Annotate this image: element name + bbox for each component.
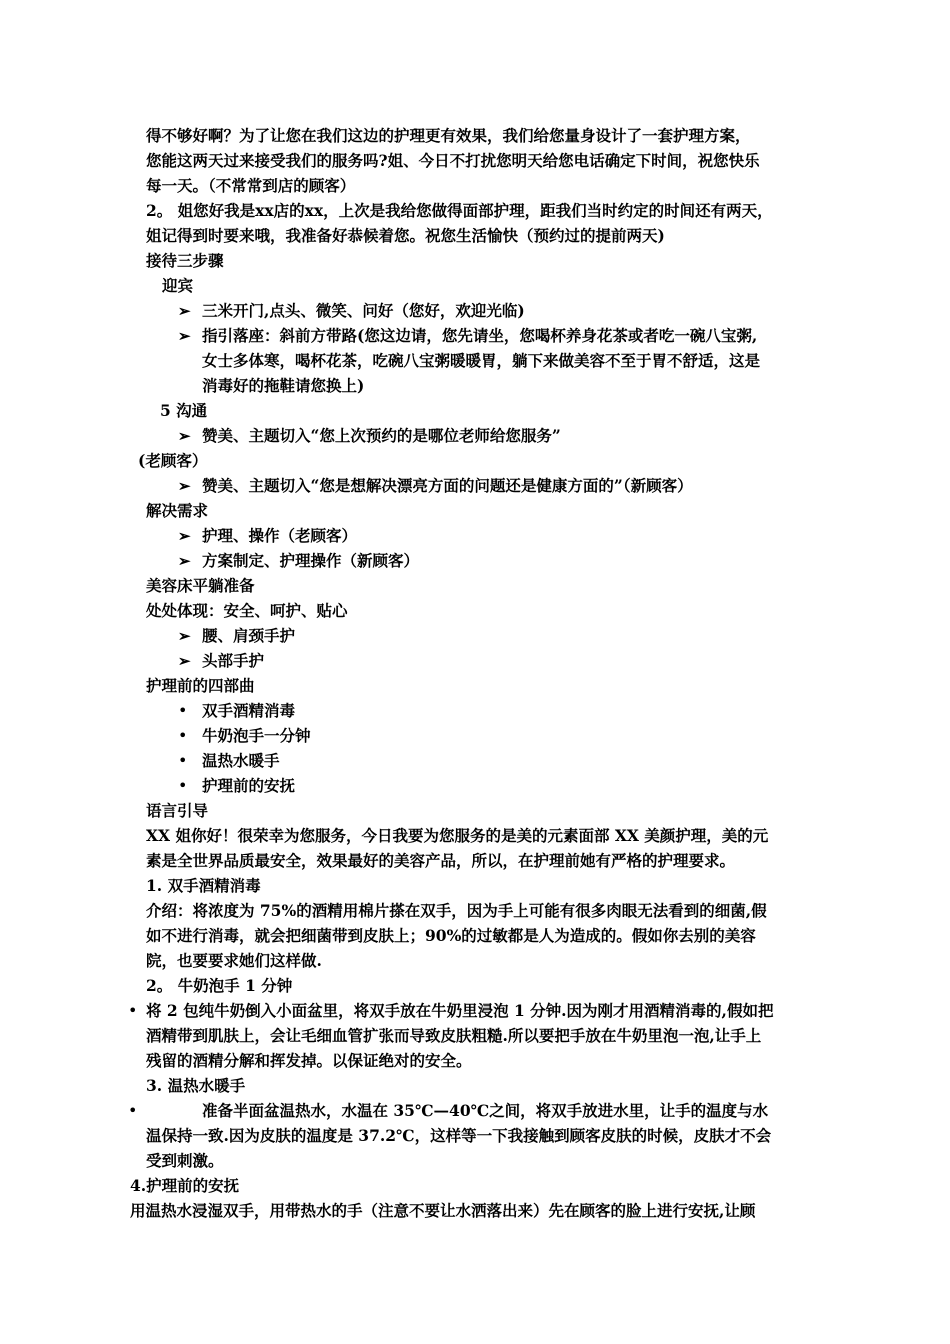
dot-bullet-icon: • [178, 751, 188, 770]
heading-language: 语言引导 [146, 801, 209, 820]
paragraph-line: 残留的酒精分解和挥发掉。以保证绝对的安全。 [146, 1051, 472, 1070]
paragraph-line: 院，也要要求她们这样做. [146, 951, 322, 970]
step-title: 2。 牛奶泡手 1 分钟 [146, 976, 293, 995]
dot-bullet-icon: • [128, 1101, 138, 1120]
dot-bullet-icon: • [178, 726, 188, 745]
paragraph-line: 得不够好啊？为了让您在我们这边的护理更有效果，我们给您量身设计了一套护理方案， [146, 126, 751, 145]
list-item: 温热水暖手 [202, 751, 280, 770]
arrow-bullet-icon: ➢ [178, 302, 191, 320]
list-item: 指引落座：斜前方带路(您这边请，您先请坐，您喝杯养身花茶或者吃一碗八宝粥, [202, 326, 758, 345]
paragraph-line: 素是全世界品质最安全，效果最好的美容产品，所以，在护理前她有严格的护理要求。 [146, 851, 736, 870]
heading-everywhere: 处处体现：安全、呵护、贴心 [146, 601, 348, 620]
arrow-bullet-icon: ➢ [178, 327, 191, 345]
list-item: 女士多体寒，喝杯花茶，吃碗八宝粥暖暖胃，躺下来做美容不至于胃不舒适，这是 [202, 351, 761, 370]
arrow-bullet-icon: ➢ [178, 527, 191, 545]
heading-solve: 解决需求 [146, 501, 209, 520]
dot-bullet-icon: • [178, 701, 188, 720]
arrow-bullet-icon: ➢ [178, 477, 191, 495]
step-title: 3. 温热水暖手 [146, 1076, 246, 1095]
paragraph-line: 温保持一致.因为皮肤的温度是 37.2℃，这样等一下我接触到顾客皮肤的时候，皮肤才不会 [146, 1126, 772, 1145]
paragraph-line: 您能这两天过来接受我们的服务吗?姐、今日不打扰您明天给您电话确定下时间，祝您快乐 [146, 151, 760, 170]
heading-four-steps: 护理前的四部曲 [146, 676, 255, 695]
arrow-bullet-icon: ➢ [178, 552, 191, 570]
dot-bullet-icon: • [128, 1001, 138, 1020]
heading-reception: 接待三步骤 [146, 251, 224, 270]
heading-welcome: 迎宾 [162, 276, 194, 295]
paragraph-line: 用温热水浸湿双手，用带热水的手（注意不要让水洒落出来）先在顾客的脸上进行安抚,让顾 [130, 1201, 756, 1220]
list-item: 头部手护 [202, 651, 265, 670]
dot-bullet-icon: • [178, 776, 188, 795]
list-item: 双手酒精消毒 [202, 701, 296, 720]
paragraph-line: 准备半面盆温热水，水温在 35℃—40℃之间，将双手放进水里，让手的温度与水 [202, 1101, 769, 1120]
arrow-bullet-icon: ➢ [178, 427, 191, 445]
list-item: 护理、操作（老顾客） [202, 526, 358, 545]
paragraph-line: 受到刺激。 [146, 1151, 224, 1170]
paragraph-line: 将 2 包纯牛奶倒入小面盆里，将双手放在牛奶里浸泡 1 分钟.因为刚才用酒精消毒的,假如把 [146, 1001, 774, 1020]
paragraph-line: 酒精带到肌肤上，会让毛细血管扩张而导致皮肤粗糙.所以要把手放在牛奶里泡一泡,让手上 [146, 1026, 762, 1045]
list-item: 赞美、主题切入“您是想解决漂亮方面的问题还是健康方面的”（新顾客） [202, 476, 693, 495]
arrow-bullet-icon: ➢ [178, 627, 191, 645]
paragraph-line: XX 姐你好！很荣幸为您服务，今日我要为您服务的是美的元素面部 XX 美颜护理，美的元 [146, 826, 769, 845]
step-title: 4.护理前的安抚 [130, 1176, 240, 1195]
list-item: 腰、肩颈手护 [202, 626, 296, 645]
step-title: 1. 双手酒精消毒 [146, 876, 261, 895]
list-item: 护理前的安抚 [202, 776, 296, 795]
label-old-customer: (老顾客） [138, 451, 208, 470]
list-item: 三米开门,点头、微笑、问好（您好，欢迎光临) [202, 301, 525, 320]
paragraph-line: 姐记得到时要来哦，我准备好恭候着您。祝您生活愉快（预约过的提前两天) [146, 226, 665, 245]
paragraph-line: 每一天。（不常常到店的顾客） [146, 176, 356, 195]
heading-communicate: 5 沟通 [160, 401, 208, 420]
paragraph-line: 如不进行消毒，就会把细菌带到皮肤上；90%的过敏都是人为造成的。假如你去别的美容 [146, 926, 756, 945]
heading-bed: 美容床平躺准备 [146, 576, 255, 595]
list-item: 方案制定、护理操作（新顾客） [202, 551, 420, 570]
list-item: 消毒好的拖鞋请您换上) [202, 376, 365, 395]
paragraph-line: 介绍：将浓度为 75%的酒精用棉片搽在双手，因为手上可能有很多肉眼无法看到的细菌,假 [146, 901, 767, 920]
list-item: 牛奶泡手一分钟 [202, 726, 311, 745]
paragraph-line: 2。 姐您好我是xx店的xx，上次是我给您做得面部护理，距我们当时约定的时间还有两天， [146, 201, 773, 220]
list-item: 赞美、主题切入“您上次预约的是哪位老师给您服务” [202, 426, 561, 445]
arrow-bullet-icon: ➢ [178, 652, 191, 670]
